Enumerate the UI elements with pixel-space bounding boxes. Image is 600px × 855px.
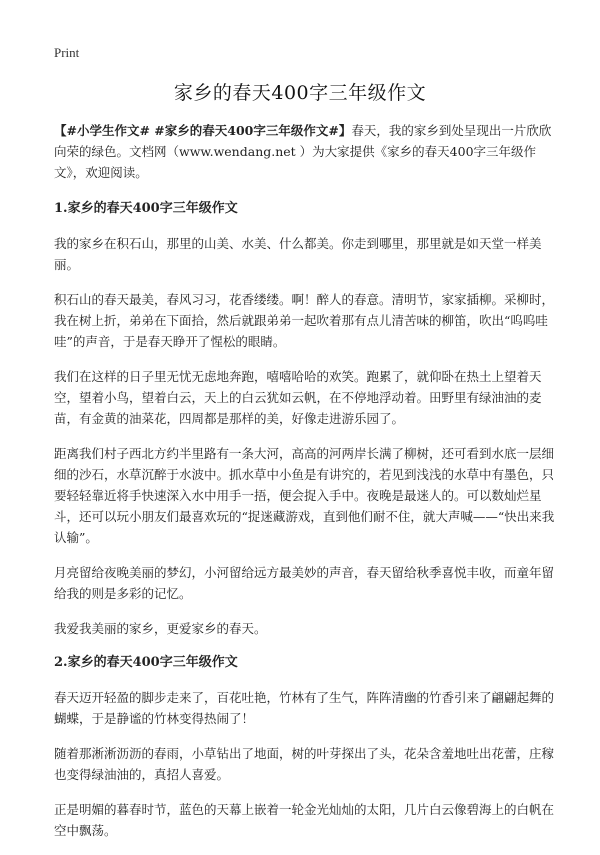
article-body: [54, 120, 556, 855]
intro-tags: 【#小学生作文# #家乡的春天400字三年级作文#】: [54, 123, 352, 138]
section-1: [54, 199, 556, 639]
paragraph: 我们在这样的日子里无忧无虑地奔跑，嘻嘻哈哈的欢笑。跑累了，就仰卧在热土上望着天空，望着小鸟，望着白云，天上的白云犹如云帆，在不停地浮动着。田野里有绿油油的麦苗，有金黄的油菜花，四周都是那样的美，好像走进游乐园了。: [54, 369, 542, 426]
paragraph: 月亮留给夜晚美丽的梦幻，小河留给远方最美妙的声音，春天留给秋季喜悦丰收，而童年留给我的则是多彩的记忆。: [54, 565, 555, 601]
paragraph: 我的家乡在积石山，那里的山美、水美、什么都美。你走到哪里，那里就是如天堂一样美丽。: [54, 236, 542, 272]
paragraph: 我爱我美丽的家乡，更爱家乡的春天。: [54, 621, 267, 636]
paragraph: 正是明媚的暮春时节，蓝色的天幕上嵌着一轮金光灿灿的太阳，几片白云像碧海上的白帆在空中飘荡。: [54, 802, 555, 838]
page-title: 家乡的春天400字三年级作文: [173, 82, 427, 104]
print-link[interactable]: Print: [54, 45, 80, 60]
paragraph: 春天迈开轻盈的脚步走来了，百花吐艳，竹林有了生气，阵阵清幽的竹香引来了翩翩起舞的蝴蝶，于是静谧的竹林变得热闹了！: [54, 690, 555, 726]
section-2: [54, 653, 556, 841]
paragraph: 距离我们村子西北方约半里路有一条大河，高高的河两岸长满了柳树，还可看到水底一层细细的沙石，水草沉醉于水波中。抓水草中小鱼是有讲究的，若见到浅浅的水草中有墨色，只要轻轻靠近将手快速深入水中用手一捂，便会捉入手中。夜晚是最迷人的。可以数灿烂星斗，还可以玩小朋友们最喜欢玩的“捉迷藏游戏，直到他们耐不住，就大声喊——“快出来我认输”。: [54, 446, 555, 545]
paragraph: 随着那淅淅沥沥的春雨，小草钻出了地面，树的叶芽探出了头，花朵含羞地吐出花蕾，庄稼也变得绿油油的，真招人喜爱。: [54, 746, 555, 782]
section-heading: 2.家乡的春天400字三年级作文: [54, 655, 238, 670]
intro-paragraph: [54, 120, 556, 183]
intro-text: 春天，我的家乡到处呈现出一片欣欣向荣的绿色。文档网（www.wendang.net ）为大家提供《家乡的春天400字三年级作文》，欢迎阅读。: [54, 123, 552, 180]
section-heading: 1.家乡的春天400字三年级作文: [54, 201, 238, 216]
paragraph: 积石山的春天最美，春风习习，花香缕缕。啊！醉人的春意。清明节，家家插柳。采柳时，我在树上折，弟弟在下面拾，然后就跟弟弟一起吹着那有点儿清苦味的柳笛，吹出“呜呜哇哇”的声音，于是春天睁开了惺松的眼睛。: [54, 292, 555, 349]
